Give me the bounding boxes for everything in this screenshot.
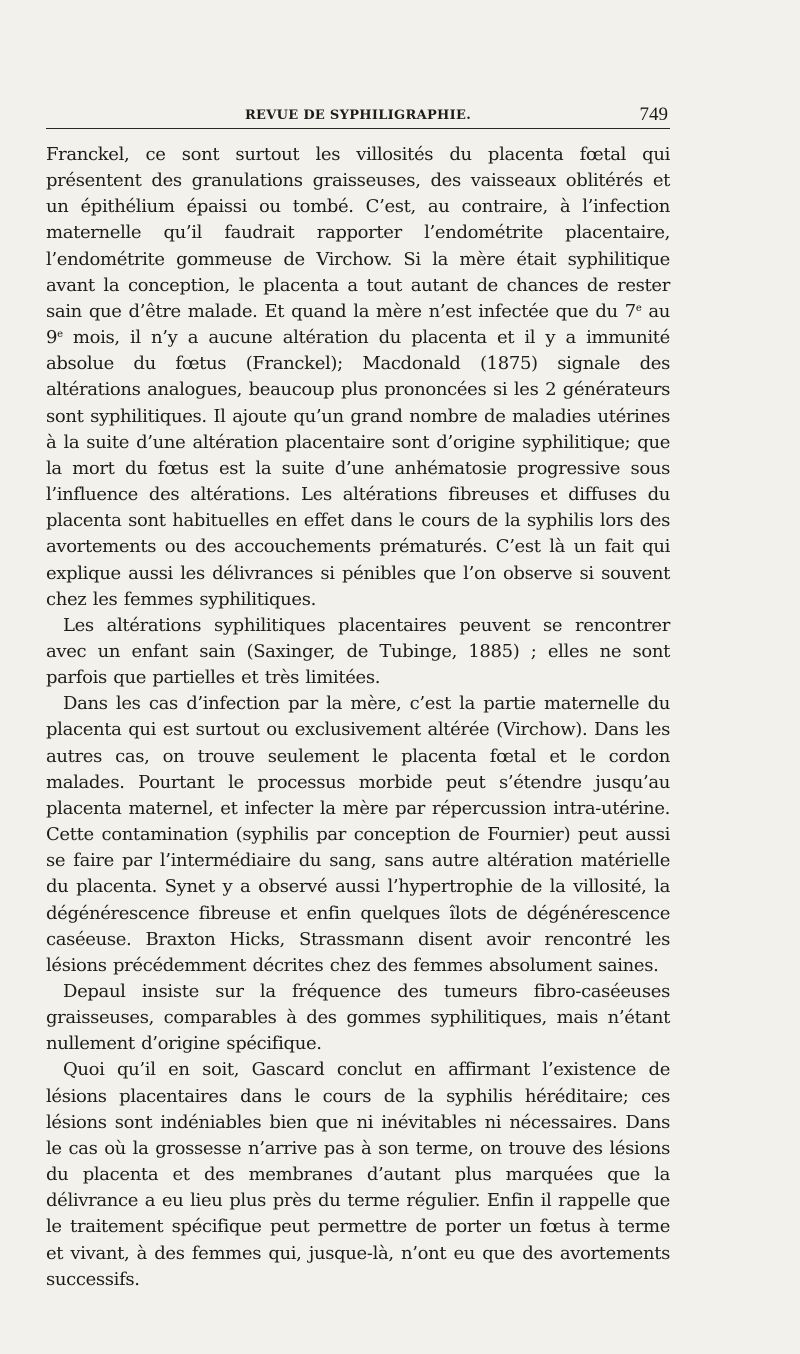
paragraph-2: Les altérations syphilitiques placentaires peuvent se rencontrer avec un enfant sain (Saxinger, de Tubinge, 1885) ; elles ne sont parfois que partielles et très limitées. [46, 614, 670, 689]
paragraph-1-part-c: mois, il n’y a aucune altération du placenta et il y a immunité absolue du fœtus (Franckel); Macdonald (1875) signale des altérations analogues, beaucoup plus prononcées si les 2 générateurs sont syphilitiques. Il ajoute qu’un grand nombre de maladies utérines à la suite d’une altération placentaire sont d’origine syphilitique; que la mort du fœtus est la suite d’une anhématosie progressive sous l’influence des altérations. Les altérations fibreuses et diffuses du placenta sont habituelles en effet dans le cours de la syphilis lors des avortements ou des accouchements prématurés. C’est là un fait qui explique aussi les délivrances si pénibles que l’on observe si souvent chez les femmes syphilitiques. [46, 327, 670, 610]
body-text [46, 142, 670, 1293]
superscript-9th: e [57, 329, 63, 341]
superscript-7th: e [635, 302, 642, 314]
page-number: 749 [639, 104, 668, 125]
paragraph-3: Dans les cas d’infection par la mère, c’est la partie maternelle du placenta qui est surtout ou exclusivement altérée (Virchow). Dans les autres cas, on trouve seulement le placenta fœtal et le cordon malades. Pourtant le processus morbide peut s’étendre jusqu’au placenta maternel, et infecter la mère par répercussion intra-utérine. Cette contamination (syphilis par conception de Fournier) peut aussi se faire par l’intermédiaire du sang, sans autre altération matérielle du placenta. Synet y a observé aussi l’hypertrophie de la villosité, la dégénérescence fibreuse et enfin quelques îlots de dégénérescence caséeuse. Braxton Hicks, Strassmann disent avoir rencontré les lésions précédemment décrites chez des femmes absolument saines. [46, 693, 670, 976]
paragraph-1-part-b: au 9 [46, 300, 670, 349]
paragraph-4: Depaul insiste sur la fréquence des tumeurs fibro-caséeuses graisseuses, comparables à des gommes syphilitiques, mais n’étant nullement d’origine spécifique. [46, 981, 670, 1055]
paragraph-1-part-a: Franckel, ce sont surtout les villosités du placenta fœtal qui présentent des granulations graisseuses, des vaisseaux oblitérés et un épithélium épaissi ou tombé. C’est, au contraire, à l’infection maternelle qu’il faudrait rapporter l’endométrite placentaire, l’endométrite gommeuse de Virchow. Si la mère était syphilitique avant la conception, le placenta a tout autant de chances de rester sain que d’être malade. Et quand la mère n’est infectée que du 7 [46, 144, 670, 322]
paragraph-5: Quoi qu’il en soit, Gascard conclut en affirmant l’existence de lésions placentaires dans le cours de la syphilis héréditaire; ces lésions sont indéniables bien que ni inévitables ni nécessaires. Dans le cas où la grossesse n’arrive pas à son terme, on trouve des lésions du placenta et des membranes d’autant plus marquées que la délivrance a eu lieu plus près du terme régulier. Enfin il rappelle que le traitement spécifique peut permettre de porter un fœtus à terme et vivant, à des femmes qui, jusque-là, n’ont eu que des avortements successifs. [46, 1059, 670, 1290]
running-head [46, 104, 670, 128]
header-rule [46, 128, 670, 129]
running-title: REVUE DE SYPHILIGRAPHIE. [244, 108, 472, 123]
paragraph-1 [46, 142, 670, 613]
